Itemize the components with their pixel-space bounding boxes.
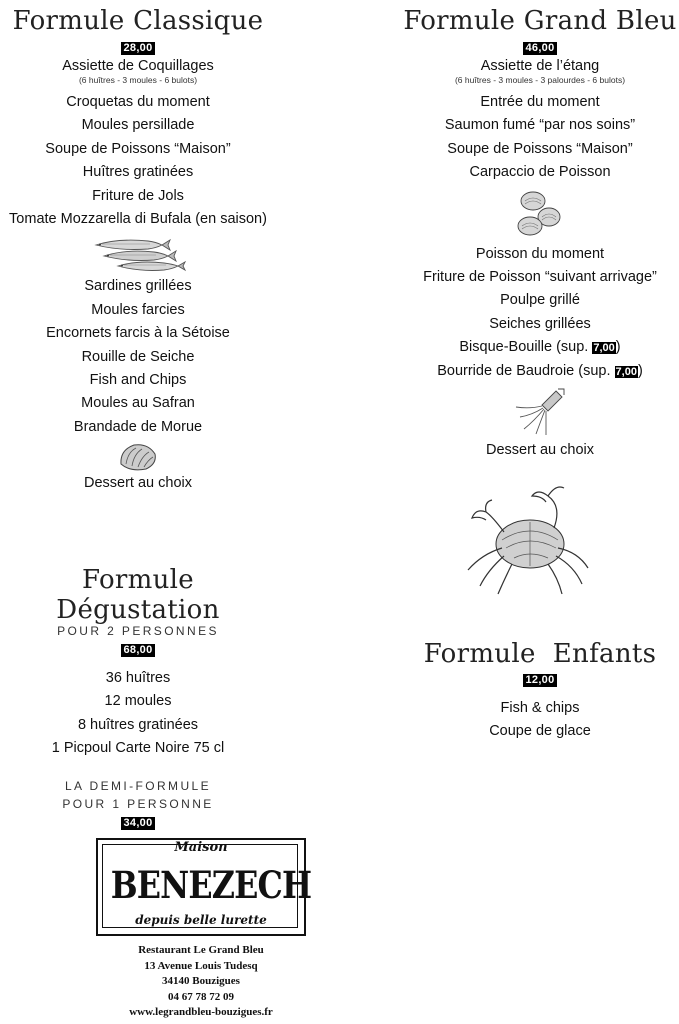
restaurant-name: Restaurant Le Grand Bleu <box>138 944 264 956</box>
menu-item: 12 moules <box>104 693 172 710</box>
menu-item: Sardines grillées <box>84 278 192 295</box>
classique-price: 28,00 <box>123 42 153 54</box>
grand-bleu-dessert: Dessert au choix <box>486 442 594 459</box>
formule-enfants <box>402 639 678 744</box>
menu-item: Carpaccio de Poisson <box>469 164 611 181</box>
menu-item: Fish & chips <box>500 700 580 716</box>
classique-dessert: Dessert au choix <box>84 475 192 492</box>
restaurant-city: 34140 Bouzigues <box>162 975 240 987</box>
grand-bleu-price: 46,00 <box>525 42 555 54</box>
menu-item: Friture de Jols <box>92 187 184 204</box>
menu-item: Moules persillade <box>81 117 195 134</box>
menu-item: Poulpe grillé <box>500 292 580 309</box>
grand-bleu-first-item: Assiette de l’étang <box>480 58 600 74</box>
menu-item: Brandade de Morue <box>73 418 203 435</box>
menu-item: Moules au Safran <box>81 395 195 412</box>
restaurant-street: 13 Avenue Louis Tudesq <box>144 959 258 972</box>
menu-item: Tomate Mozzarella di Bufala (en saison) <box>9 211 267 228</box>
supplement-price: 7,00 <box>593 342 615 355</box>
enfants-price: 12,00 <box>525 674 555 686</box>
supplement-close: ) <box>615 339 621 356</box>
menu-item: Saumon fumé “par nos soins” <box>444 117 636 134</box>
degustation-title: Formule Dégustation <box>56 565 220 625</box>
supplement-price: 7,00 <box>615 365 637 378</box>
menu-item: Soupe de Poissons “Maison” <box>45 140 231 157</box>
menu-item-supplement <box>402 360 678 383</box>
logo-name: BENEZECH <box>110 863 312 907</box>
menu-item: Croquetas du moment <box>66 94 210 110</box>
degustation-list <box>0 667 276 761</box>
enfants-list <box>402 697 678 744</box>
formule-classique <box>0 6 276 496</box>
supplement-label: Bisque-Bouille (sup. <box>459 339 593 356</box>
menu-item: Seiches grillées <box>489 315 591 332</box>
menu-item: Coupe de glace <box>489 723 591 740</box>
menu-item: Huîtres gratinées <box>82 164 194 181</box>
grand-bleu-first-note: (6 huîtres - 3 moules - 3 palourdes - 6 bulots) <box>454 75 626 85</box>
menu-item: Poisson du moment <box>475 245 605 262</box>
enfants-title: Formule Enfants <box>423 639 657 669</box>
menu-item: Entrée du moment <box>480 94 600 110</box>
classique-first-note: (6 huîtres - 3 moules - 6 bulots) <box>78 75 198 85</box>
supplement-label: Bourride de Baudroie (sup. <box>437 362 615 379</box>
sardines-icon <box>90 235 186 273</box>
demi-formule-persons: POUR 1 PERSONNE <box>62 796 214 811</box>
classique-title: Formule Classique <box>12 6 264 36</box>
menu-item-supplement <box>402 336 678 359</box>
logo-bottom-text: depuis belle lurette <box>135 913 267 927</box>
restaurant-address <box>96 943 306 1021</box>
grand-bleu-title: Formule Grand Bleu <box>403 6 677 36</box>
crab-icon <box>458 482 594 600</box>
menu-item: 36 huîtres <box>105 670 171 686</box>
demi-formule-price: 34,00 <box>123 816 153 829</box>
classique-list-b <box>0 275 276 439</box>
squid-icon <box>512 387 568 437</box>
logo-top-text: Maison <box>174 840 228 855</box>
restaurant-phone: 04 67 78 72 09 <box>168 990 234 1003</box>
restaurant-website[interactable]: www.legrandbleu-bouzigues.fr <box>129 1006 273 1018</box>
menu-item: 8 huîtres gratinées <box>77 716 199 733</box>
supplement-close: ) <box>637 362 643 379</box>
menu-item: Encornets farcis à la Sétoise <box>46 325 230 342</box>
menu-item: Fish and Chips <box>89 372 187 389</box>
shells-icon <box>515 189 565 241</box>
benezech-logo <box>96 838 312 936</box>
menu-item: Moules farcies <box>91 301 185 318</box>
grand-bleu-list-a <box>402 91 678 185</box>
menu-item: 1 Picpoul Carte Noire 75 cl <box>51 740 225 757</box>
formule-degustation <box>0 565 276 831</box>
degustation-price: 68,00 <box>123 644 153 656</box>
degustation-subtitle: POUR 2 PERSONNES <box>57 624 219 638</box>
demi-formule-label: LA DEMI-FORMULE <box>64 778 211 793</box>
classique-first-item: Assiette de Coquillages <box>62 58 214 74</box>
classique-list-a <box>0 91 276 231</box>
menu-item: Friture de Poisson “suivant arrivage” <box>423 269 657 286</box>
formule-grand-bleu <box>402 6 678 462</box>
menu-item: Soupe de Poissons “Maison” <box>447 140 633 157</box>
menu-item: Rouille de Seiche <box>81 348 195 365</box>
grand-bleu-list-b <box>402 243 678 383</box>
oyster-icon <box>118 442 158 472</box>
